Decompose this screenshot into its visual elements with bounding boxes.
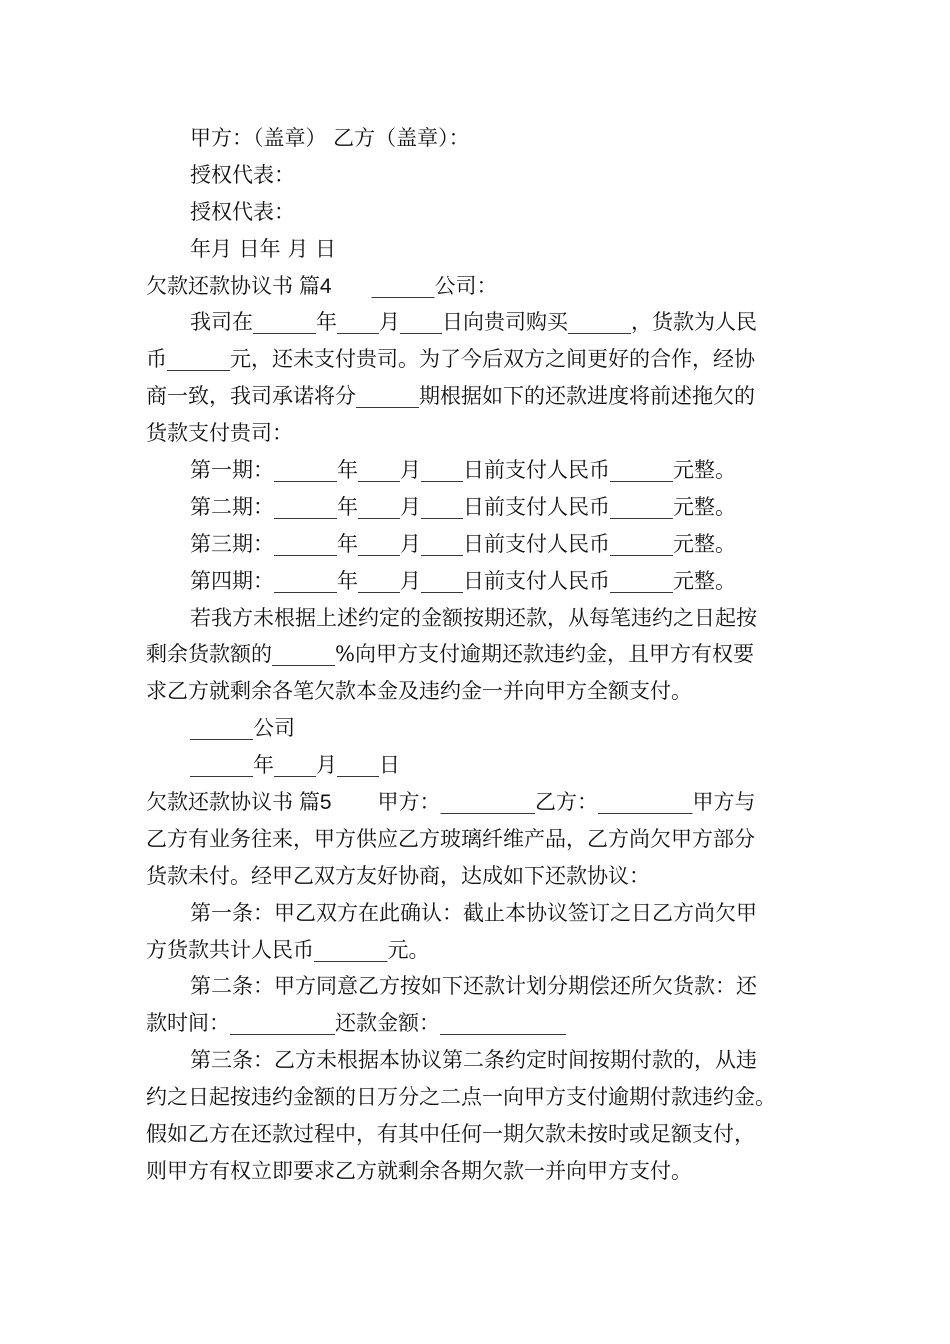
section-heading-4-line: [146, 268, 808, 305]
date-line: 年月 日年 月 日: [190, 236, 337, 261]
paragraph-line: 若我方未根据上述约定的金额按期还款，从每笔违约之日起按: [190, 605, 757, 630]
paragraph-line: 求乙方就剩余各笔欠款本金及违约金一并向甲方全额支付。: [146, 679, 692, 704]
clause-line: 第三条：乙方未根据本协议第二条约定时间按期付款的，从违: [190, 1048, 757, 1073]
document-body: [146, 120, 808, 1190]
authorized-rep-line: 授权代表：: [190, 199, 295, 224]
section-heading-4: 欠款还款协议书 篇4: [146, 274, 332, 298]
clause-line: 则甲方有权立即要求乙方就剩余各期欠款一并向甲方支付。: [146, 1158, 692, 1183]
clause-line: 第二条：甲方同意乙方按如下还款计划分期偿还所欠货款：还: [190, 974, 757, 999]
signature-date-line: ______年____月____日: [190, 753, 400, 778]
heading-5-rest: 甲方：_________乙方：_________甲方与: [377, 790, 756, 815]
authorized-rep-line: 授权代表：: [190, 162, 295, 187]
installment-line: 第三期：______年____月____日前支付人民币______元整。: [190, 531, 736, 556]
paragraph-line: 我司在______年____月____日向贵司购买______，货款为人民: [190, 310, 757, 335]
clause-line: 方货款共计人民币_______元。: [146, 937, 430, 962]
paragraph-line: 币______元，还未支付贵司。为了今后双方之间更好的合作，经协: [146, 347, 755, 372]
paragraph-line: 货款未付。经甲乙双方友好协商，达成如下还款协议：: [146, 863, 650, 888]
paragraph-line: 商一致，我司承诺将分______期根据如下的还款进度将前述拖欠的: [146, 384, 755, 409]
clause-line: 假如乙方在还款过程中，有其中任何一期欠款未按时或足额支付，: [146, 1122, 755, 1147]
signature-parties-line: 甲方：（盖章） 乙方（盖章）：: [190, 126, 470, 150]
heading-4-rest: ______公司：: [371, 273, 498, 298]
paragraph-line: 乙方有业务往来，甲方供应乙方玻璃纤维产品，乙方尚欠甲方部分: [146, 826, 755, 851]
section-heading-5-line: [146, 784, 808, 821]
installment-line: 第一期：______年____月____日前支付人民币______元整。: [190, 458, 736, 483]
clause-line: 第一条：甲乙双方在此确认：截止本协议签订之日乙方尚欠甲: [190, 900, 757, 925]
installment-line: 第四期：______年____月____日前支付人民币______元整。: [190, 568, 736, 593]
clause-line: 约之日起按违约金额的日万分之二点一向甲方支付逾期付款违约金。: [146, 1085, 776, 1110]
clause-line: 款时间：__________还款金额：____________: [146, 1011, 566, 1036]
section-heading-5: 欠款还款协议书 篇5: [146, 791, 332, 815]
installment-line: 第二期：______年____月____日前支付人民币______元整。: [190, 494, 736, 519]
paragraph-line: 剩余货款额的______%向甲方支付逾期还款违约金，且甲方有权要: [146, 642, 754, 667]
paragraph-line: 货款支付贵司：: [146, 421, 293, 446]
company-signature-line: ______公司: [190, 716, 295, 741]
